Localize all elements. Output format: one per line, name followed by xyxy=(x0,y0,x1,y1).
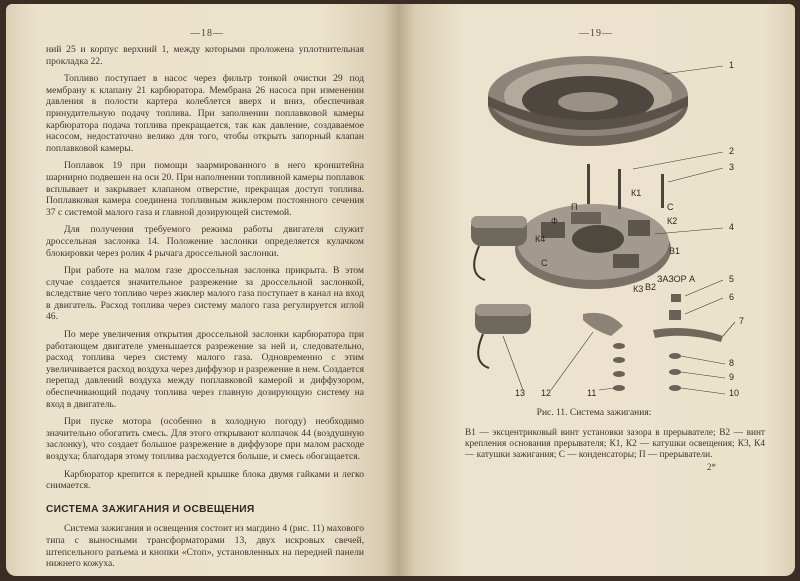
callout-13: 13 xyxy=(515,388,526,398)
small-parts-drawing xyxy=(669,294,681,391)
label-k4: К4 xyxy=(535,234,546,244)
paragraph: ний 25 и корпус верхний 1, между которыми проложена уплотнительная прокладка 22. xyxy=(46,44,364,67)
lever-drawing xyxy=(653,328,723,342)
callout-12: 12 xyxy=(541,388,552,398)
left-page-text xyxy=(46,44,364,576)
callout-2: 2 xyxy=(729,146,735,156)
label-k3: К3 xyxy=(633,284,644,294)
bracket-plate-drawing xyxy=(583,313,623,336)
paragraph: Система зажигания и освещения состоит из магдино 4 (рис. 11) махового типа с выносными трансформаторами 13, двух искровых свечей, штепсельного разъема и кнопки «Стоп», установленных на передней панели нижнего кожуха. xyxy=(46,523,364,570)
paragraph: Поплавок 19 при помощи заармированного в него кронштейна шарнирно подвешен на оси 20. При наполнении топливной камеры поплавок всплывает и закрывает клапаном отверстие, прекращая доступ топлива. Поплавковая камера соединена топливным жиклером постоянного сечения 37 с системой малого газа и главной дозирующей системой. xyxy=(46,160,364,218)
left-page xyxy=(6,4,399,576)
right-page xyxy=(399,4,795,576)
paragraph: Для получения требуемого режима работы двигателя служит дроссельная заслонка 14. Положение заслонки определяется кулачком блокировки через ролик 4 рычага дроссельной заслонки. xyxy=(46,224,364,259)
section-heading: СИСТЕМА ЗАЖИГАНИЯ И ОСВЕЩЕНИЯ xyxy=(46,503,255,515)
callout-4: 4 xyxy=(729,222,735,232)
ignition-system-figure xyxy=(423,44,773,404)
figure-caption-text: В1 — эксцентриковый винт установки зазора в прерывателе; В2 — винт крепления основания прерывателя; К1, К2 — катушки освещения; К3, К4 — катушки зажигания; С — конденсаторы; П — прерыватели. xyxy=(465,428,765,460)
paragraph: При работе на малом газе дроссельная заслонка прикрыта. В этом случае создается значительное разрежение за дроссельной заслонкой, вследствие чего топливо через жиклер малого газа поступает в канал на вход в двигатель. Расход топлива через систему малого газа регулируется иглой 46. xyxy=(46,265,364,323)
flywheel-drawing xyxy=(488,56,688,146)
paragraph: При пуске мотора (особенно в холодную погоду) необходимо значительно обогатить смесь. Для этого открывают колпачок 44 (воздушную заслонку), что создает большое разрежение в диффузоре при малом расходе воздуха; благодаря этому топлива расходуется больше, и смесь обогащается. xyxy=(46,416,364,462)
figure-caption-title: Рис. 11. Система зажигания: xyxy=(536,408,652,418)
label-gap-a: ЗАЗОР А xyxy=(657,274,696,284)
callout-3: 3 xyxy=(729,162,735,172)
paragraph: Топливо поступает в насос через фильтр тонкой очистки 29 под мембрану к клапану 21 карбюратора. Мембрана 26 насоса при изменении давления в полости картера колеблется вверх и вниз, обеспечивая принудительную подачу топлива. При заполнении поплавковой камеры карбюратора подача топлива прекращается, так как давление, создаваемое насосом, недостаточно велико для того, чтобы открыть запорный клапан поплавковой камеры. xyxy=(46,73,364,154)
magneto-base-drawing xyxy=(515,204,671,289)
callout-5: 5 xyxy=(729,274,735,284)
page-number-right: —19— xyxy=(579,28,613,39)
paragraph: По мере увеличения открытия дроссельной заслонки карбюратора при работающем двигателе уменьшается разрежение за ней и, следовательно, расход топлива через систему малого газа. Одновременно с этим увеличивается расход воздуха через диффузор и разрежение в нем. Создается перепад давлений воздуха между поплавковой камерой и диффузором, обеспечивающий подачу топлива через главную дозирующую систему на вход в двигатель. xyxy=(46,329,364,410)
label-f: Ф xyxy=(551,216,558,226)
callout-9: 9 xyxy=(729,372,735,382)
label-k2: К2 xyxy=(667,216,678,226)
label-p: П xyxy=(571,202,578,212)
page-number-left: —18— xyxy=(190,28,224,39)
callout-1: 1 xyxy=(729,60,735,70)
label-b2: В2 xyxy=(645,282,657,292)
callout-11: 11 xyxy=(587,388,597,398)
callout-7: 7 xyxy=(739,316,745,326)
label-c-top: С xyxy=(667,202,674,212)
washers-drawing xyxy=(613,343,625,391)
callout-10: 10 xyxy=(729,388,740,398)
signature-mark: 2* xyxy=(707,462,716,472)
callout-6: 6 xyxy=(729,292,735,302)
callout-8: 8 xyxy=(729,358,735,368)
label-k1: К1 xyxy=(631,188,642,198)
label-b1: В1 xyxy=(669,246,681,256)
paragraph: Карбюратор крепится к передней крышке блока двумя гайками и легко снимается. xyxy=(46,468,364,492)
label-c-bottom: С xyxy=(541,258,548,268)
screws-drawing xyxy=(587,164,664,209)
